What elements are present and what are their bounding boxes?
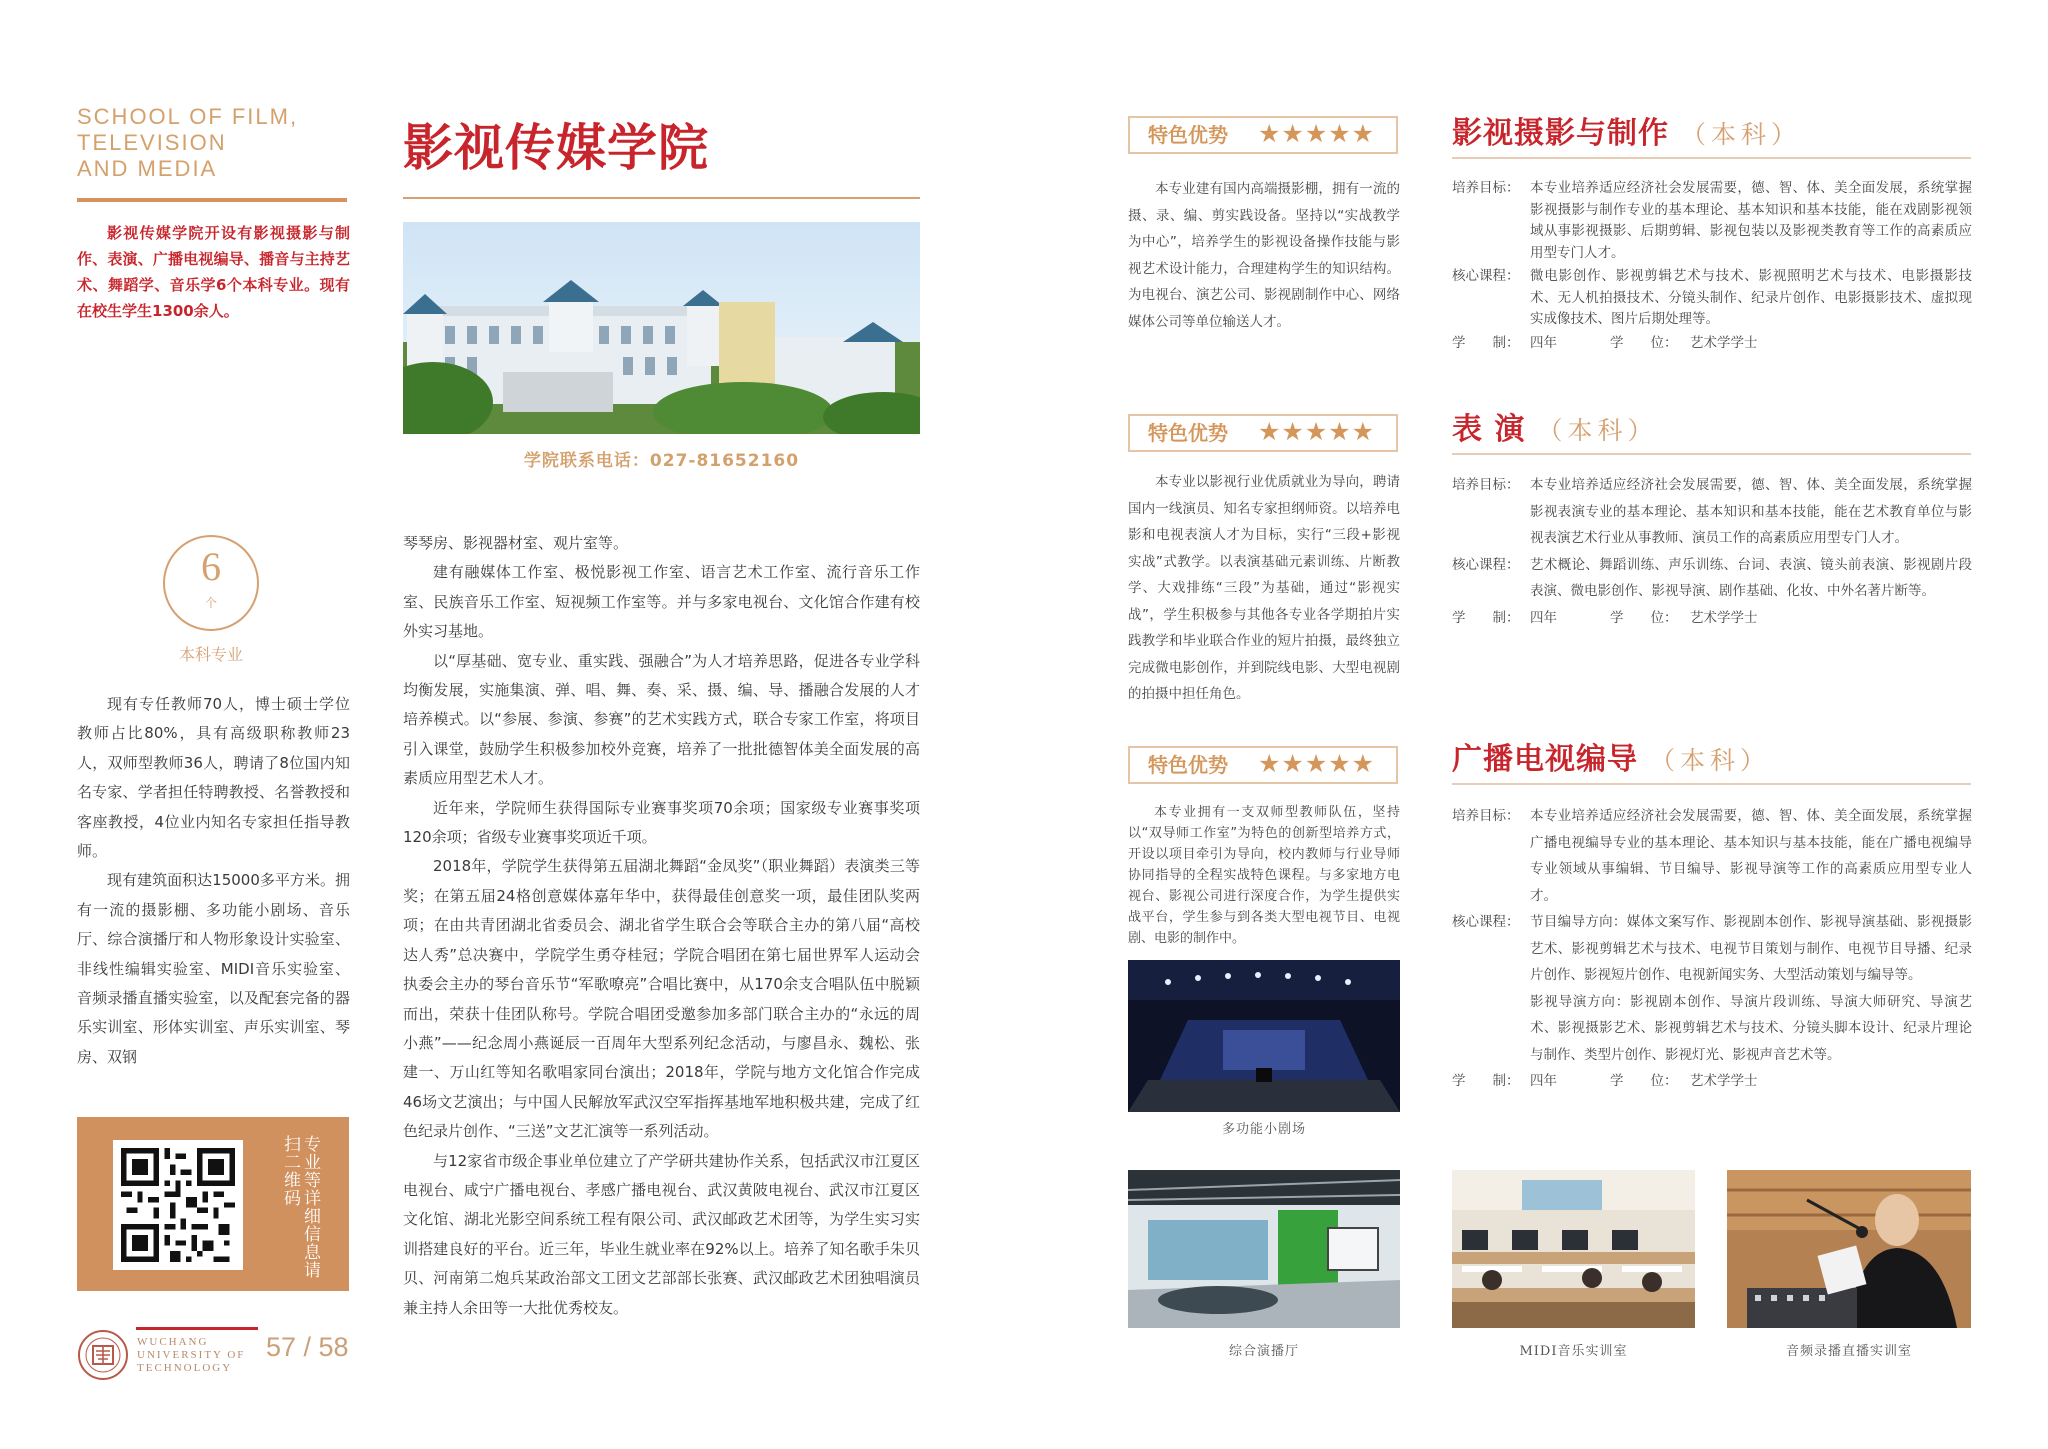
left-body-text [77,690,350,1072]
detail-value: 艺术学学士 [1690,1073,1758,1089]
divider [1452,157,1971,159]
paragraph: 本专业建有国内高端摄影棚，拥有一流的摄、录、编、剪实践设备。坚持以“实战教学为中心”，培养学生的影视设备操作技能与影视艺术设计能力，合理建构学生的知识结构。为电视台、演艺公司、影视剧制作中心、网络媒体公司等单位输送人才。 [1128,181,1400,330]
paragraph: 现有专任教师70人，博士硕士学位教师占比80%，具有高级职称教师23人，双师型教师36人，聘请了8位国内知名专家、学者担任特聘教授、名誉教授和客座教授，4位业内知名专家担任指导教师。 [77,695,350,861]
photo-caption: MIDI音乐实训室 [1519,1344,1628,1359]
school-intro: 影视传媒学院开设有影视摄影与制作、表演、广播电视编导、播音与主持艺术、舞蹈学、音乐学6个本科专业。现有在校生学生1300余人。 [77,224,350,320]
school-english-name [77,104,327,182]
photo-caption: 音频录播直播实训室 [1785,1344,1912,1359]
studio-photo [1128,1170,1400,1328]
major-title [1452,108,1801,152]
major-name: 影视摄影与制作 [1452,116,1669,151]
feature-label: 特色优势 [1148,123,1228,147]
detail-key: 学 制： [1452,609,1520,626]
detail-row [1452,266,1972,331]
detail-value: 影视导演方向：影视剧本创作、导演片段训练、导演大师研究、导演艺术、影视摄影艺术、影视剪辑艺术与技术、分镜头脚本设计、纪录片理论与制作、类型片创作、影视灯光、影视声音艺术等。 [1530,993,1972,1063]
major-details [1452,178,1972,354]
detail-key: 核心课程： [1452,914,1520,930]
detail-key: 学 位： [1610,334,1678,351]
detail-row [1452,803,1972,909]
paragraph: 本专业拥有一支双师型教师队伍，坚持以“双导师工作室”为特色的创新型培养方式，开设以项目牵引为导向，校内教师与行业导师协同指导的全程实战特色课程。与多家地方电视台、影视公司进行深度合作，为学生提供实战平台，学生参与到各类大型电视节目、电视剧、电影的制作中。 [1128,805,1400,946]
divider [1452,453,1971,455]
paragraph: 建有融媒体工作室、极悦影视工作室、语言艺术工作室、流行音乐工作室、民族音乐工作室、短视频工作室等。并与多家电视台、文化馆合作建有校外实习基地。 [403,563,920,641]
detail-key: 学 位： [1610,609,1678,626]
detail-row [1452,333,1972,355]
majors-count-badge [163,535,259,631]
photo-caption: 综合演播厅 [1228,1344,1299,1359]
detail-key: 培养目标： [1452,477,1520,493]
major-details [1452,472,1972,631]
school-en-line: TELEVISION [77,130,227,155]
feature-header [1128,746,1398,784]
contact-phone: 学院联系电话：027-81652160 [523,451,800,471]
detail-value: 节目编导方向：媒体文案写作、影视剧本创作、影视导演基础、影视摄影艺术、影视剪辑艺术与技术、电视节目策划与制作、电视节目导播、纪录片创作、影视短片创作、电视新闻实务、大型活动策划与编导等。 [1530,914,1972,983]
detail-row [1452,552,1972,605]
divider [136,1327,258,1330]
divider [1452,783,1971,785]
feature-text [1128,176,1400,335]
qr-instruction: 专业等详细信息请扫二维码 [280,1135,320,1279]
star-rating-icon: ★★★★★ [1258,417,1376,446]
degree-tag: （本科） [1681,120,1802,149]
detail-value: 四年 [1530,334,1557,351]
detail-key: 培养目标： [1452,180,1520,196]
detail-value: 本专业培养适应经济社会发展需要，德、智、体、美全面发展，系统掌握影视表演专业的基本理论、基本知识和基本技能，能在艺术教育单位与影视表演艺术行业从事教师、演员工作的高素质应用型专门人才。 [1530,477,1972,546]
detail-key: 核心课程： [1452,268,1520,284]
feature-text [1128,802,1400,949]
university-name-line: WUCHANG [137,1336,209,1348]
feature-header [1128,414,1398,452]
page-number: 57 / 58 [266,1332,349,1362]
campus-photo [403,222,920,434]
middle-body-text [403,529,920,1323]
feature-label: 特色优势 [1148,753,1228,777]
paragraph: 琴琴房、影视器材室、观片室等。 [403,534,629,552]
detail-value: 微电影创作、影视剪辑艺术与技术、影视照明艺术与技术、电影摄影技术、无人机拍摄技术、分镜头制作、纪录片创作、电影摄影技术、虚拟现实成像技术、图片后期处理等。 [1530,268,1972,327]
audio-studio-photo [1727,1170,1971,1328]
majors-label: 本科专业 [178,645,243,664]
feature-label: 特色优势 [1148,421,1228,445]
paragraph: 近年来，学院师生获得国际专业赛事奖项70余项；国家级专业赛事奖项120余项；省级专业赛事奖项近千项。 [403,798,920,847]
midi-lab-photo [1452,1170,1695,1328]
detail-row [1452,472,1972,552]
paragraph: 以“厚基础、宽专业、重实践、强融合”为人才培养思路，促进各专业学科均衡发展，实施集演、弹、唱、舞、奏、采、摄、编、导、播融合发展的人才培养模式。以“参展、参演、参赛”的艺术实践方式，联合专家工作室，将项目引入课堂，鼓励学生积极参加校外竞赛，培养了一批批德智体美全面发展的高素质应用型艺术人才。 [403,651,920,788]
detail-row [1452,178,1972,264]
star-rating-icon: ★★★★★ [1258,749,1376,778]
major-title [1452,734,1770,778]
qr-code-icon[interactable] [121,1148,235,1262]
detail-value: 艺术学学士 [1690,334,1758,351]
majors-unit: 个 [204,596,217,610]
detail-row [1452,909,1972,989]
detail-value: 本专业培养适应经济社会发展需要，德、智、体、美全面发展，系统掌握影视摄影与制作专业的基本理论、基本知识和基本技能，能在戏剧影视领域从事影视摄影、后期剪辑、影视包装以及影视类教育等工作的高素质应用型专门人才。 [1530,180,1972,261]
detail-row [1452,989,1972,1069]
detail-row [1452,605,1972,632]
detail-value: 艺术概论、舞蹈训练、声乐训练、台词、表演、镜头前表演、影视剧片段表演、微电影创作、影视导演、剧作基础、化妆、中外名著片断等。 [1530,556,1972,599]
detail-value: 本专业培养适应经济社会发展需要，德、智、体、美全面发展，系统掌握广播电视编导专业的基本理论、基本知识与基本技能，能在广播电视编导专业领域从事编辑、节目编导、影视导演等工作的高素质应用型专业人才。 [1530,808,1972,904]
photo-caption: 多功能小剧场 [1221,1122,1306,1137]
major-title [1452,404,1657,448]
theater-photo [1128,960,1400,1112]
star-rating-icon: ★★★★★ [1258,119,1376,148]
detail-value: 四年 [1530,609,1557,626]
divider [403,197,920,199]
university-name-line: UNIVERSITY OF [137,1349,246,1361]
detail-key: 核心课程： [1452,556,1520,573]
page-title: 影视传媒学院 [403,118,709,177]
detail-key: 培养目标： [1452,808,1520,824]
detail-value: 四年 [1530,1073,1557,1089]
major-details [1452,803,1972,1095]
university-name [137,1336,277,1375]
major-name: 广播电视编导 [1452,742,1638,777]
detail-key: 学 位： [1610,1073,1678,1089]
majors-count: 6 [201,544,221,589]
detail-value: 艺术学学士 [1690,609,1758,626]
school-en-line: SCHOOL OF FILM, [77,104,299,129]
degree-tag: （本科） [1537,416,1658,445]
detail-key: 学 制： [1452,1073,1520,1089]
major-name: 表 演 [1452,412,1526,447]
detail-key [1452,989,1530,1069]
paragraph: 本专业以影视行业优质就业为导向，聘请国内一线演员、知名专家担纲师资。以培养电影和电视表演人才为目标，实行“三段+影视实战”式教学。以表演基础元素训练、片断教学、大戏排练“三段”为基础，通过“影视实战”，学生积极参与其他各专业各学期拍片实践教学和毕业联合作业的短片拍摄，最终独立完成微电影创作，并到院线电影、大型电视剧的拍摄中担任角色。 [1128,474,1400,702]
university-seal-logo [77,1329,129,1381]
paragraph: 现有建筑面积达15000多平方米。拥有一流的摄影棚、多功能小剧场、音乐厅、综合演播厅和人物形象设计实验室、非线性编辑实验室、MIDI音乐实验室、音频录播直播实验室，以及配套完备的器乐实训室、形体实训室、声乐实训室、琴房、双钢 [77,871,350,1066]
university-name-line: TECHNOLOGY [137,1362,233,1374]
paragraph: 与12家省市级企事业单位建立了产学研共建协作关系，包括武汉市江夏区电视台、咸宁广播电视台、孝感广播电视台、武汉黄陂电视台、武汉市江夏区文化馆、湖北光影空间系统工程有限公司、武汉邮政艺术团等，为学生实习实训搭建良好的平台。近三年，毕业生就业率在92%以上。培养了知名歌手朱贝贝、河南第二炮兵某政治部文工团文艺部部长张赛、武汉邮政艺术团独唱演员兼主持人余田等一大批优秀校友。 [403,1151,920,1317]
degree-tag: （本科） [1650,746,1771,775]
divider [77,198,347,202]
feature-text [1128,469,1400,708]
detail-key: 学 制： [1452,334,1520,351]
school-en-line: AND MEDIA [77,156,218,181]
paragraph: 2018年，学院学生获得第五届湖北舞蹈“金凤奖”（职业舞蹈）表演类三等奖；在第五届24格创意媒体嘉年华中，获得最佳创意奖一项，最佳团队奖两项；在由共青团湖北省委员会、湖北省学生联合会等联合主办的第八届“高校达人秀”总决赛中，学院学生勇夺桂冠；学院合唱团在第七届世界军人运动会执委会主办的琴台音乐节“军歌嘹亮”合唱比赛中，从170余支合唱队伍中脱颖而出，荣获十佳团队称号。学院合唱团受邀参加多部门联合主办的“永远的周小燕”——纪念周小燕诞辰一百周年大型系列纪念活动，与廖昌永、魏松、张建一、万山红等知名歌唱家同台演出；2018年，学院与地方文化馆合作完成46场文艺演出；与中国人民解放军武汉空军指挥基地军地积极共建，完成了红色纪录片创作、“三送”文艺汇演等一系列活动。 [403,857,920,1141]
detail-row [1452,1068,1972,1095]
feature-header [1128,116,1398,154]
